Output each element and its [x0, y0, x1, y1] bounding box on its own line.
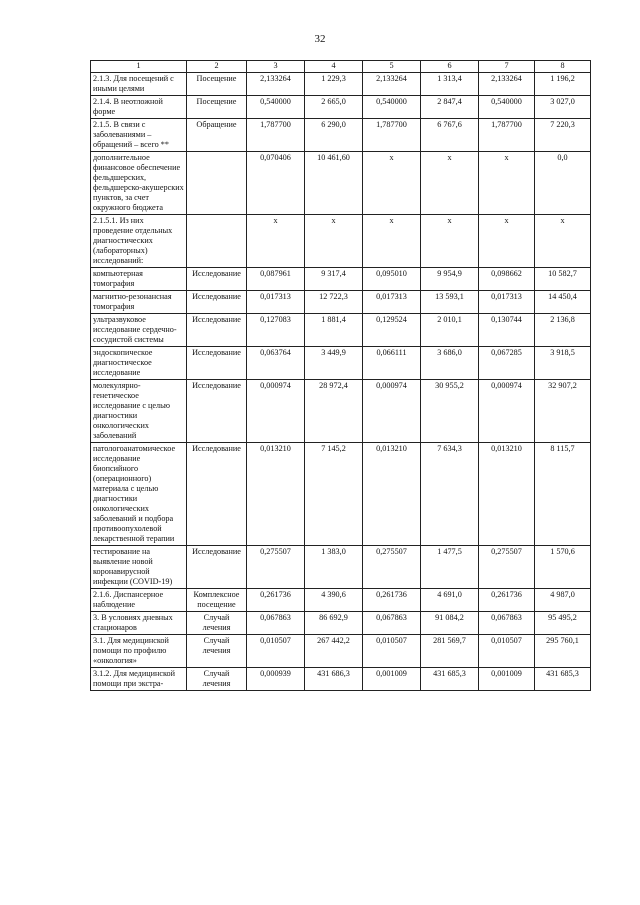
table-row	[91, 380, 591, 443]
row-value: x	[363, 152, 421, 215]
row-value: 431 686,3	[305, 668, 363, 691]
row-value: 9 954,9	[421, 268, 479, 291]
row-value: 0,067863	[363, 612, 421, 635]
table-row	[91, 119, 591, 152]
column-header: 6	[421, 61, 479, 73]
row-name: эндоскопическое диагностическое исследование	[91, 347, 187, 380]
row-value: 86 692,9	[305, 612, 363, 635]
row-unit: Исследование	[187, 380, 247, 443]
row-unit: Случай лечения	[187, 635, 247, 668]
row-value: 13 593,1	[421, 291, 479, 314]
row-value: 1,787700	[363, 119, 421, 152]
row-value: 1 477,5	[421, 546, 479, 589]
row-value: 3 686,0	[421, 347, 479, 380]
row-value: 3 027,0	[535, 96, 591, 119]
row-value: 2,133264	[247, 73, 305, 96]
row-value: 10 582,7	[535, 268, 591, 291]
row-value: 0,261736	[247, 589, 305, 612]
row-value: 0,275507	[247, 546, 305, 589]
row-value: 0,010507	[479, 635, 535, 668]
row-value: 9 317,4	[305, 268, 363, 291]
row-value: 0,010507	[363, 635, 421, 668]
row-value: 0,261736	[363, 589, 421, 612]
row-value: 295 760,1	[535, 635, 591, 668]
row-value: 0,098662	[479, 268, 535, 291]
row-unit: Исследование	[187, 291, 247, 314]
row-value: 1 383,0	[305, 546, 363, 589]
row-value: x	[421, 215, 479, 268]
row-value: 6 767,6	[421, 119, 479, 152]
row-unit	[187, 215, 247, 268]
row-value: x	[421, 152, 479, 215]
row-value: 1 229,3	[305, 73, 363, 96]
row-value: 28 972,4	[305, 380, 363, 443]
row-name: 2.1.3. Для посещений с иными целями	[91, 73, 187, 96]
row-name: компьютерная томография	[91, 268, 187, 291]
row-name: молекулярно-генетическое исследование с целью диагностики онкологических заболеваний	[91, 380, 187, 443]
row-unit: Исследование	[187, 347, 247, 380]
row-value: 2 136,8	[535, 314, 591, 347]
row-value: x	[305, 215, 363, 268]
row-value: 431 685,3	[535, 668, 591, 691]
row-value: 7 634,3	[421, 443, 479, 546]
column-header: 5	[363, 61, 421, 73]
table-row	[91, 443, 591, 546]
table-row	[91, 215, 591, 268]
row-value: 0,261736	[479, 589, 535, 612]
row-value: 0,063764	[247, 347, 305, 380]
row-value: x	[535, 215, 591, 268]
table-row	[91, 268, 591, 291]
row-value: 0,017313	[479, 291, 535, 314]
row-value: x	[363, 215, 421, 268]
row-value: 0,000974	[363, 380, 421, 443]
row-value: 2 665,0	[305, 96, 363, 119]
row-unit	[187, 152, 247, 215]
row-value: 0,275507	[363, 546, 421, 589]
row-value: 1 570,6	[535, 546, 591, 589]
row-unit: Исследование	[187, 314, 247, 347]
row-value: 0,540000	[479, 96, 535, 119]
column-header: 2	[187, 61, 247, 73]
row-value: 0,127083	[247, 314, 305, 347]
row-value: 91 084,2	[421, 612, 479, 635]
row-value: 0,067285	[479, 347, 535, 380]
table-row	[91, 589, 591, 612]
row-value: 281 569,7	[421, 635, 479, 668]
row-value: 2 010,1	[421, 314, 479, 347]
column-header: 8	[535, 61, 591, 73]
row-value: 0,070406	[247, 152, 305, 215]
row-name: 2.1.5.1. Из них проведение отдельных диагностических (лабораторных) исследований:	[91, 215, 187, 268]
row-value: 3 918,5	[535, 347, 591, 380]
row-unit: Обращение	[187, 119, 247, 152]
table-row	[91, 668, 591, 691]
row-value: 0,087961	[247, 268, 305, 291]
data-table	[90, 60, 591, 691]
table-row	[91, 96, 591, 119]
row-value: 0,540000	[363, 96, 421, 119]
row-name: 2.1.5. В связи с заболеваниями – обращений – всего **	[91, 119, 187, 152]
row-value: 0,130744	[479, 314, 535, 347]
table-row	[91, 314, 591, 347]
row-value: 2,133264	[479, 73, 535, 96]
row-value: 2,133264	[363, 73, 421, 96]
row-name: патологоанатомическое исследование биопсийного (операционного) материала с целью диагностики онкологических заболеваний и подбора противоопухолевой лекарственной терапии	[91, 443, 187, 546]
row-value: 0,013210	[363, 443, 421, 546]
table-row	[91, 73, 591, 96]
row-value: 0,095010	[363, 268, 421, 291]
row-value: 8 115,7	[535, 443, 591, 546]
row-value: 0,017313	[363, 291, 421, 314]
row-value: 4 691,0	[421, 589, 479, 612]
row-value: 431 685,3	[421, 668, 479, 691]
row-value: 0,013210	[247, 443, 305, 546]
row-name: тестирование на выявление новой коронавирусной инфекции (COVID-19)	[91, 546, 187, 589]
row-unit: Исследование	[187, 546, 247, 589]
row-value: 0,067863	[247, 612, 305, 635]
row-value: 1 196,2	[535, 73, 591, 96]
row-name: магнитно-резонансная томография	[91, 291, 187, 314]
table-row	[91, 612, 591, 635]
row-value: 30 955,2	[421, 380, 479, 443]
row-value: 0,000974	[247, 380, 305, 443]
row-value: 0,000974	[479, 380, 535, 443]
row-value: 14 450,4	[535, 291, 591, 314]
row-unit: Исследование	[187, 268, 247, 291]
row-value: 1,787700	[479, 119, 535, 152]
row-value: 0,013210	[479, 443, 535, 546]
row-value: x	[479, 215, 535, 268]
table-row	[91, 546, 591, 589]
table-row	[91, 635, 591, 668]
row-unit: Случай лечения	[187, 612, 247, 635]
row-unit: Посещение	[187, 96, 247, 119]
row-value: 0,001009	[479, 668, 535, 691]
row-value: 0,540000	[247, 96, 305, 119]
row-value: 12 722,3	[305, 291, 363, 314]
row-value: 7 220,3	[535, 119, 591, 152]
header-row	[91, 61, 591, 73]
row-value: 4 390,6	[305, 589, 363, 612]
row-value: 0,010507	[247, 635, 305, 668]
row-name: 3. В условиях дневных стационаров	[91, 612, 187, 635]
row-value: 0,275507	[479, 546, 535, 589]
column-header: 3	[247, 61, 305, 73]
column-header: 7	[479, 61, 535, 73]
row-unit: Случай лечения	[187, 668, 247, 691]
row-value: 1,787700	[247, 119, 305, 152]
column-header: 4	[305, 61, 363, 73]
column-header: 1	[91, 61, 187, 73]
row-value: 1 881,4	[305, 314, 363, 347]
row-value: 0,000939	[247, 668, 305, 691]
row-value: 0,0	[535, 152, 591, 215]
row-value: 3 449,9	[305, 347, 363, 380]
row-value: 10 461,60	[305, 152, 363, 215]
row-value: 0,067863	[479, 612, 535, 635]
table-row	[91, 152, 591, 215]
row-name: 3.1. Для медицинской помощи по профилю «онкология»	[91, 635, 187, 668]
row-value: 0,001009	[363, 668, 421, 691]
row-value: 267 442,2	[305, 635, 363, 668]
page-number: 32	[314, 33, 326, 45]
row-name: дополнительное финансовое обеспечение фельдшерских, фельдшерско-акушерских пунктов, за счет окружного бюджета	[91, 152, 187, 215]
row-unit: Комплексное посещение	[187, 589, 247, 612]
row-unit: Посещение	[187, 73, 247, 96]
row-value: x	[479, 152, 535, 215]
row-value: 95 495,2	[535, 612, 591, 635]
row-name: 2.1.4. В неотложной форме	[91, 96, 187, 119]
row-value: 2 847,4	[421, 96, 479, 119]
row-value: 1 313,4	[421, 73, 479, 96]
row-name: 3.1.2. Для медицинской помощи при экстра-	[91, 668, 187, 691]
row-value: 0,129524	[363, 314, 421, 347]
row-value: 0,017313	[247, 291, 305, 314]
row-value: 4 987,0	[535, 589, 591, 612]
row-value: 0,066111	[363, 347, 421, 380]
row-value: x	[247, 215, 305, 268]
table-row	[91, 347, 591, 380]
row-name: ультразвуковое исследование сердечно-сосудистой системы	[91, 314, 187, 347]
row-name: 2.1.6. Диспансерное наблюдение	[91, 589, 187, 612]
row-value: 32 907,2	[535, 380, 591, 443]
table-row	[91, 291, 591, 314]
row-unit: Исследование	[187, 443, 247, 546]
row-value: 6 290,0	[305, 119, 363, 152]
row-value: 7 145,2	[305, 443, 363, 546]
